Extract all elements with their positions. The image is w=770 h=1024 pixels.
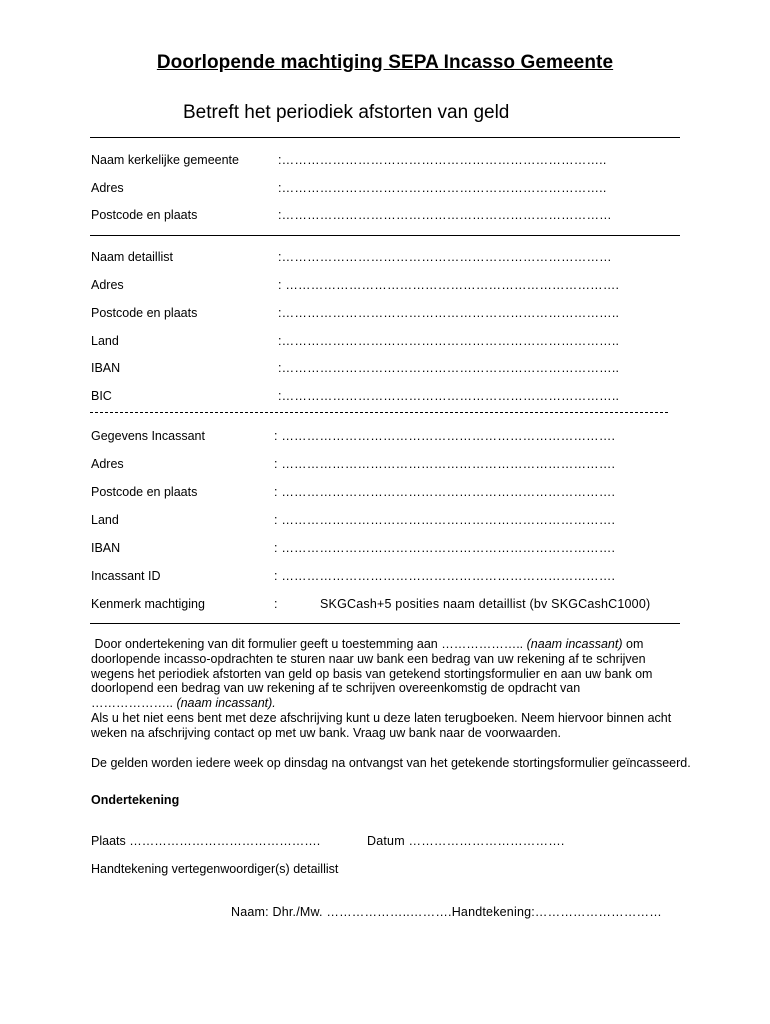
field-label-incassant-id: Incassant ID xyxy=(91,569,161,583)
field-input-adres-incassant[interactable]: : ……………………………………………………………………. xyxy=(274,457,616,471)
consent-paragraph-2: Als u het niet eens bent met deze afschrijving kunt u deze laten terugboeken. Neem hiervoor binnen acht weken na afschrijving contact op met uw bank. Vraag uw bank naar de voorwaarden. xyxy=(91,710,672,740)
field-label-land-incassant: Land xyxy=(91,513,119,527)
consent-p1-intro: Door ondertekening van dit formulier geeft u toestemming aan ……………….. xyxy=(94,637,524,651)
kenmerk-colon: : xyxy=(274,597,278,611)
field-label-iban-detaillist: IBAN xyxy=(91,361,121,375)
field-input-bic-detaillist[interactable]: :…………………………………………………………………….. xyxy=(278,389,620,403)
field-label-land-detaillist: Land xyxy=(91,334,119,348)
field-input-incassant-id[interactable]: : ……………………………………………………………………. xyxy=(274,569,616,583)
section-divider xyxy=(90,235,680,236)
field-input-adres-detaillist[interactable]: : ……………………………………………………………………. xyxy=(278,278,620,292)
field-label-kenmerk-machtiging: Kenmerk machtiging xyxy=(91,597,205,611)
handtekening-vertegenwoordiger-label: Handtekening vertegenwoordiger(s) detaillist xyxy=(91,862,339,876)
naam-handtekening-field[interactable]: Naam: Dhr./Mw. ………………..……….Handtekening:………………………… xyxy=(231,905,662,919)
field-input-postcode-plaats-detaillist[interactable]: :…………………………………………………………………….. xyxy=(278,306,620,320)
consent-p1-naam-incassant-2: (naam incassant). xyxy=(176,696,276,711)
field-input-naam-detaillist[interactable]: :…………………………………………………………………… xyxy=(278,250,612,264)
field-label-adres-incassant: Adres xyxy=(91,457,124,471)
field-label-adres-detaillist: Adres xyxy=(91,278,124,292)
plaats-field[interactable]: Plaats ………………………………………. xyxy=(91,834,321,848)
field-label-gegevens-incassant: Gegevens Incassant xyxy=(91,429,205,443)
field-input-land-incassant[interactable]: : ……………………………………………………………………. xyxy=(274,513,616,527)
consent-p1-dots: ……………….. xyxy=(91,696,173,711)
field-input-adres-gemeente[interactable]: :………………………………………………………………….. xyxy=(278,181,607,195)
field-input-land-detaillist[interactable]: :…………………………………………………………………….. xyxy=(278,334,620,348)
section-divider-dashed xyxy=(90,412,668,413)
field-input-gegevens-incassant[interactable]: : ……………………………………………………………………. xyxy=(274,429,616,443)
field-label-iban-incassant: IBAN xyxy=(91,541,121,555)
document-title: Doorlopende machtiging SEPA Incasso Gemeente xyxy=(156,52,614,73)
field-input-postcode-plaats-gemeente[interactable]: :…………………………………………………………………… xyxy=(278,208,612,222)
field-label-postcode-plaats-incassant: Postcode en plaats xyxy=(91,485,198,499)
field-label-adres-gemeente: Adres xyxy=(91,181,124,195)
consent-p1-body: om doorlopende incasso-opdrachten te sturen naar uw bank een bedrag van uw rekening af te schrijven wegens het periodiek afstorten van geld op basis van getekend stortingsformulier en aan uw bank om doorlopend een bedrag van uw rekening af te schrijven overeenkomstig de opdracht van xyxy=(91,637,653,696)
consent-p1-naam-incassant: (naam incassant) xyxy=(526,637,623,651)
document-subtitle: Betreft het periodiek afstorten van geld xyxy=(183,102,510,123)
section-divider xyxy=(90,623,680,624)
field-input-postcode-plaats-incassant[interactable]: : ……………………………………………………………………. xyxy=(274,485,616,499)
field-input-naam-kerkelijke-gemeente[interactable]: :………………………………………………………………….. xyxy=(278,153,607,167)
field-input-iban-detaillist[interactable]: :…………………………………………………………………….. xyxy=(278,361,620,375)
field-label-naam-kerkelijke-gemeente: Naam kerkelijke gemeente xyxy=(91,153,239,167)
datum-field[interactable]: Datum ………………………………. xyxy=(367,834,565,848)
section-divider xyxy=(90,137,680,138)
consent-text xyxy=(91,637,691,770)
consent-paragraph-3: De gelden worden iedere week op dinsdag na ontvangst van het getekende stortingsformulier geïncasseerd. xyxy=(91,755,691,770)
consent-paragraph-1 xyxy=(91,637,691,711)
kenmerk-machtiging-value: SKGCash+5 posities naam detaillist (bv SKGCashC1000) xyxy=(320,597,651,611)
field-label-postcode-plaats-gemeente: Postcode en plaats xyxy=(91,208,198,222)
field-label-bic-detaillist: BIC xyxy=(91,389,112,403)
field-label-naam-detaillist: Naam detaillist xyxy=(91,250,173,264)
field-input-iban-incassant[interactable]: : ……………………………………………………………………. xyxy=(274,541,616,555)
field-label-postcode-plaats-detaillist: Postcode en plaats xyxy=(91,306,198,320)
signature-heading: Ondertekening xyxy=(91,793,180,807)
